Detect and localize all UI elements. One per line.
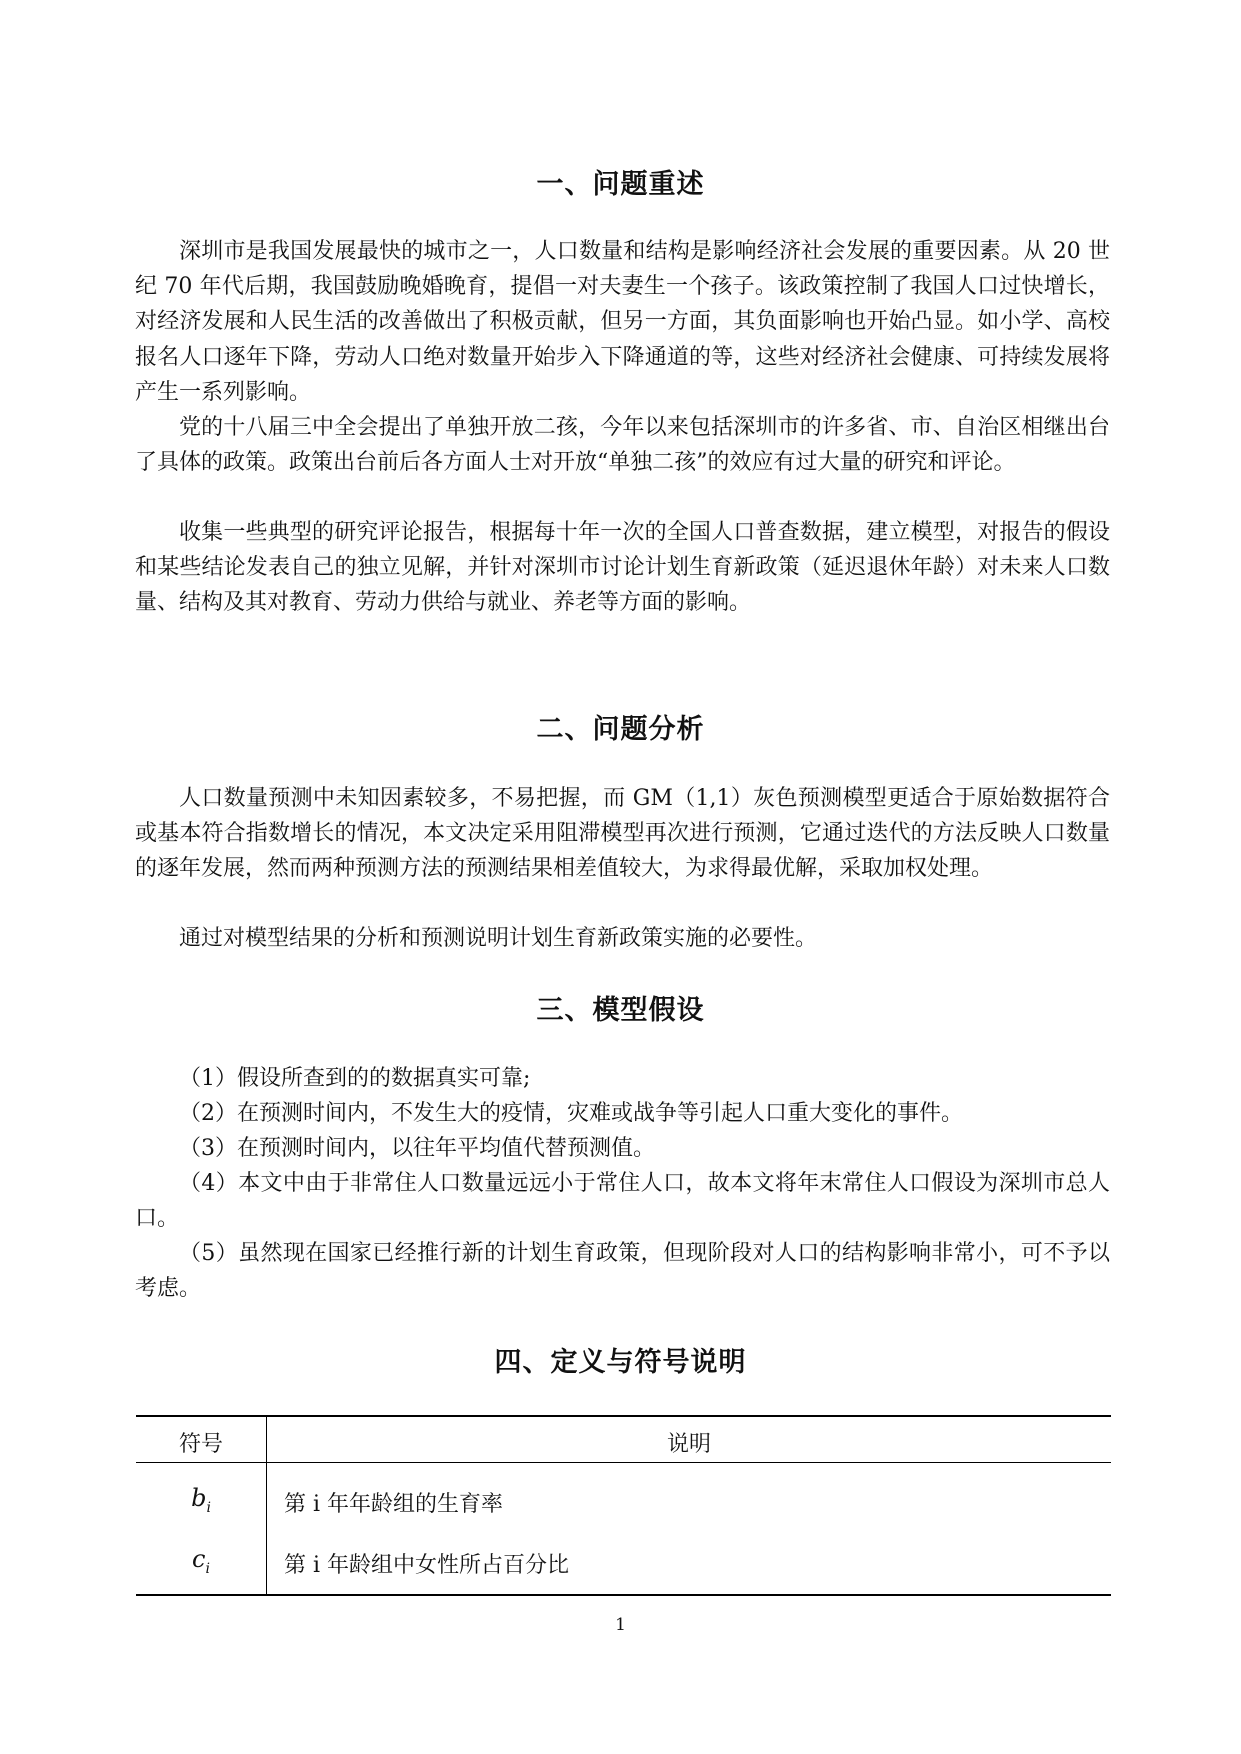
symbol-table xyxy=(136,1415,1111,1596)
assumption-item: （3）在预测时间内，以往年平均值代替预测值。 xyxy=(179,1136,655,1161)
section-2-paragraph: 通过对模型结果的分析和预测说明计划生育新政策实施的必要性。 xyxy=(179,926,818,951)
assumption-item: （5）虽然现在国家已经推行新的计划生育政策，但现阶段对人口的结构影响非常小，可不予以考虑。 xyxy=(135,1241,1110,1302)
section-1-paragraph: 党的十八届三中全会提出了单独开放二孩，今年以来包括深圳市的许多省、市、自治区相继出台了具体的政策。政策出台前后各方面人士对开放“单独二孩”的效应有过大量的研究和评论。 xyxy=(135,415,1110,476)
symbol-subscript: i xyxy=(206,1499,211,1516)
symbol-subscript: i xyxy=(205,1560,210,1577)
section-2-paragraph: 人口数量预测中未知因素较多，不易把握，而 GM（1,1）灰色预测模型更适合于原始数据符合或基本符合指数增长的情况，本文决定采用阻滞模型再次进行预测，它通过迭代的方法反映人口数量的逐年发展，然而两种预测方法的预测结果相差值较大，为求得最优解，采取加权处理。 xyxy=(135,786,1110,882)
symbol-text: b xyxy=(191,1484,207,1512)
symbol-cell xyxy=(136,1484,266,1516)
table-header xyxy=(136,1417,1111,1463)
section-1-paragraph: 收集一些典型的研究评论报告，根据每十年一次的全国人口普查数据，建立模型，对报告的假设和某些结论发表自己的独立见解，并针对深圳市讨论计划生育新政策（延迟退休年龄）对未来人口数量、结构及其对教育、劳动力供给与就业、养老等方面的影响。 xyxy=(135,520,1110,616)
assumption-item: （1）假设所查到的的数据真实可靠; xyxy=(179,1066,531,1091)
description-cell: 第 i 年年龄组的生育率 xyxy=(284,1492,504,1517)
section-1-title: 一、问题重述 xyxy=(536,169,705,200)
section-1-paragraph: 深圳市是我国发展最快的城市之一，人口数量和结构是影响经济社会发展的重要因素。从 20 世纪 70 年代后期，我国鼓励晚婚晚育，提倡一对夫妻生一个孩子。该政策控制了我国人口过快增长，对经济发展和人民生活的改善做出了积极贡献，但另一方面，其负面影响也开始凸显。如小学、高校报名人口逐年下降，劳动人口绝对数量开始步入下降通道的等，这些对经济社会健康、可持续发展将产生一系列影响。 xyxy=(135,239,1110,405)
section-4-title: 四、定义与符号说明 xyxy=(494,1347,747,1378)
symbol-cell xyxy=(136,1545,266,1577)
header-description: 说明 xyxy=(666,1432,711,1457)
header-symbol: 符号 xyxy=(178,1432,223,1457)
assumption-item: （4）本文中由于非常住人口数量远远小于常住人口，故本文将年末常住人口假设为深圳市总人口。 xyxy=(135,1171,1110,1232)
description-cell: 第 i 年龄组中女性所占百分比 xyxy=(284,1553,570,1578)
column-divider xyxy=(266,1417,267,1594)
section-3-title: 三、模型假设 xyxy=(536,995,705,1026)
section-2-title: 二、问题分析 xyxy=(536,714,705,745)
assumption-item: （2）在预测时间内，不发生大的疫情，灾难或战争等引起人口重大变化的事件。 xyxy=(179,1101,963,1126)
symbol-text: c xyxy=(192,1545,206,1573)
page-number: 1 xyxy=(615,1615,626,1635)
